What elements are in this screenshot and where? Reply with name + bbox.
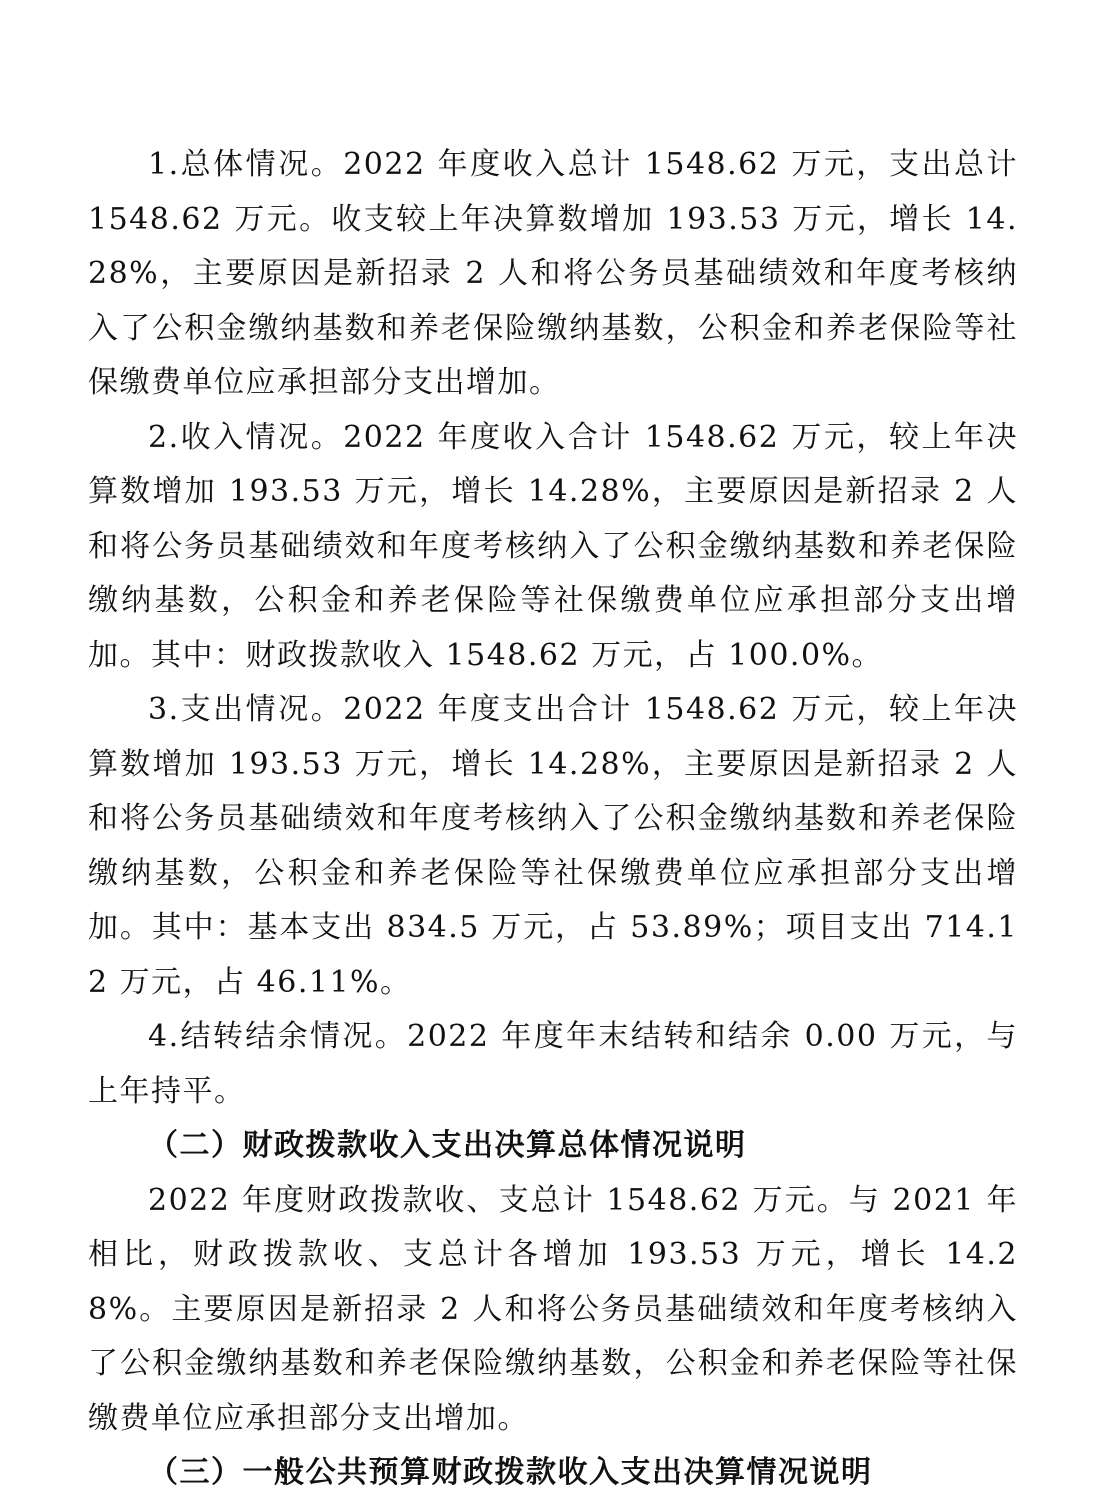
paragraph-income: 2.收入情况。2022 年度收入合计 1548.62 万元，较上年决算数增加 193.53 万元，增长 14.28%，主要原因是新招录 2 人和将公务员基础绩效和年度考核纳入了公积金缴纳基数和养老保险缴纳基数，公积金和养老保险等社保缴费单位应承担部分支出增加。其中：财政拨款收入 1548.62 万元，占 100.0%。 xyxy=(88,419,1018,673)
section-heading-three: （三）一般公共预算财政拨款收入支出决算情况说明 xyxy=(148,1455,873,1490)
paragraph-fiscal-allocation: 2022 年度财政拨款收、支总计 1548.62 万元。与 2021 年相比，财政拨款收、支总计各增加 193.53 万元，增长 14.28%。主要原因是新招录 2 人和将公务员基础绩效和年度考核纳入了公积金缴纳基数和养老保险缴纳基数，公积金和养老保险等社保缴费单位应承担部分支出增加。 xyxy=(88,1182,1018,1436)
paragraph-expenditure: 3.支出情况。2022 年度支出合计 1548.62 万元，较上年决算数增加 193.53 万元，增长 14.28%，主要原因是新招录 2 人和将公务员基础绩效和年度考核纳入了公积金缴纳基数和养老保险缴纳基数，公积金和养老保险等社保缴费单位应承担部分支出增加。其中：基本支出 834.5 万元，占 53.89%；项目支出 714.12 万元，占 46.11%。 xyxy=(88,692,1018,1000)
paragraph-overall: 1.总体情况。2022 年度收入总计 1548.62 万元，支出总计 1548.62 万元。收支较上年决算数增加 193.53 万元，增长 14.28%，主要原因是新招录 2 人和将公务员基础绩效和年度考核纳入了公积金缴纳基数和养老保险缴纳基数，公积金和养老保险等社保缴费单位应承担部分支出增加。 xyxy=(88,147,1018,400)
paragraph-carryover: 4.结转结余情况。2022 年度年末结转和结余 0.00 万元，与上年持平。 xyxy=(88,1019,1018,1109)
document-page xyxy=(88,138,1018,1501)
section-heading-two: （二）财政拨款收入支出决算总体情况说明 xyxy=(148,1128,747,1163)
